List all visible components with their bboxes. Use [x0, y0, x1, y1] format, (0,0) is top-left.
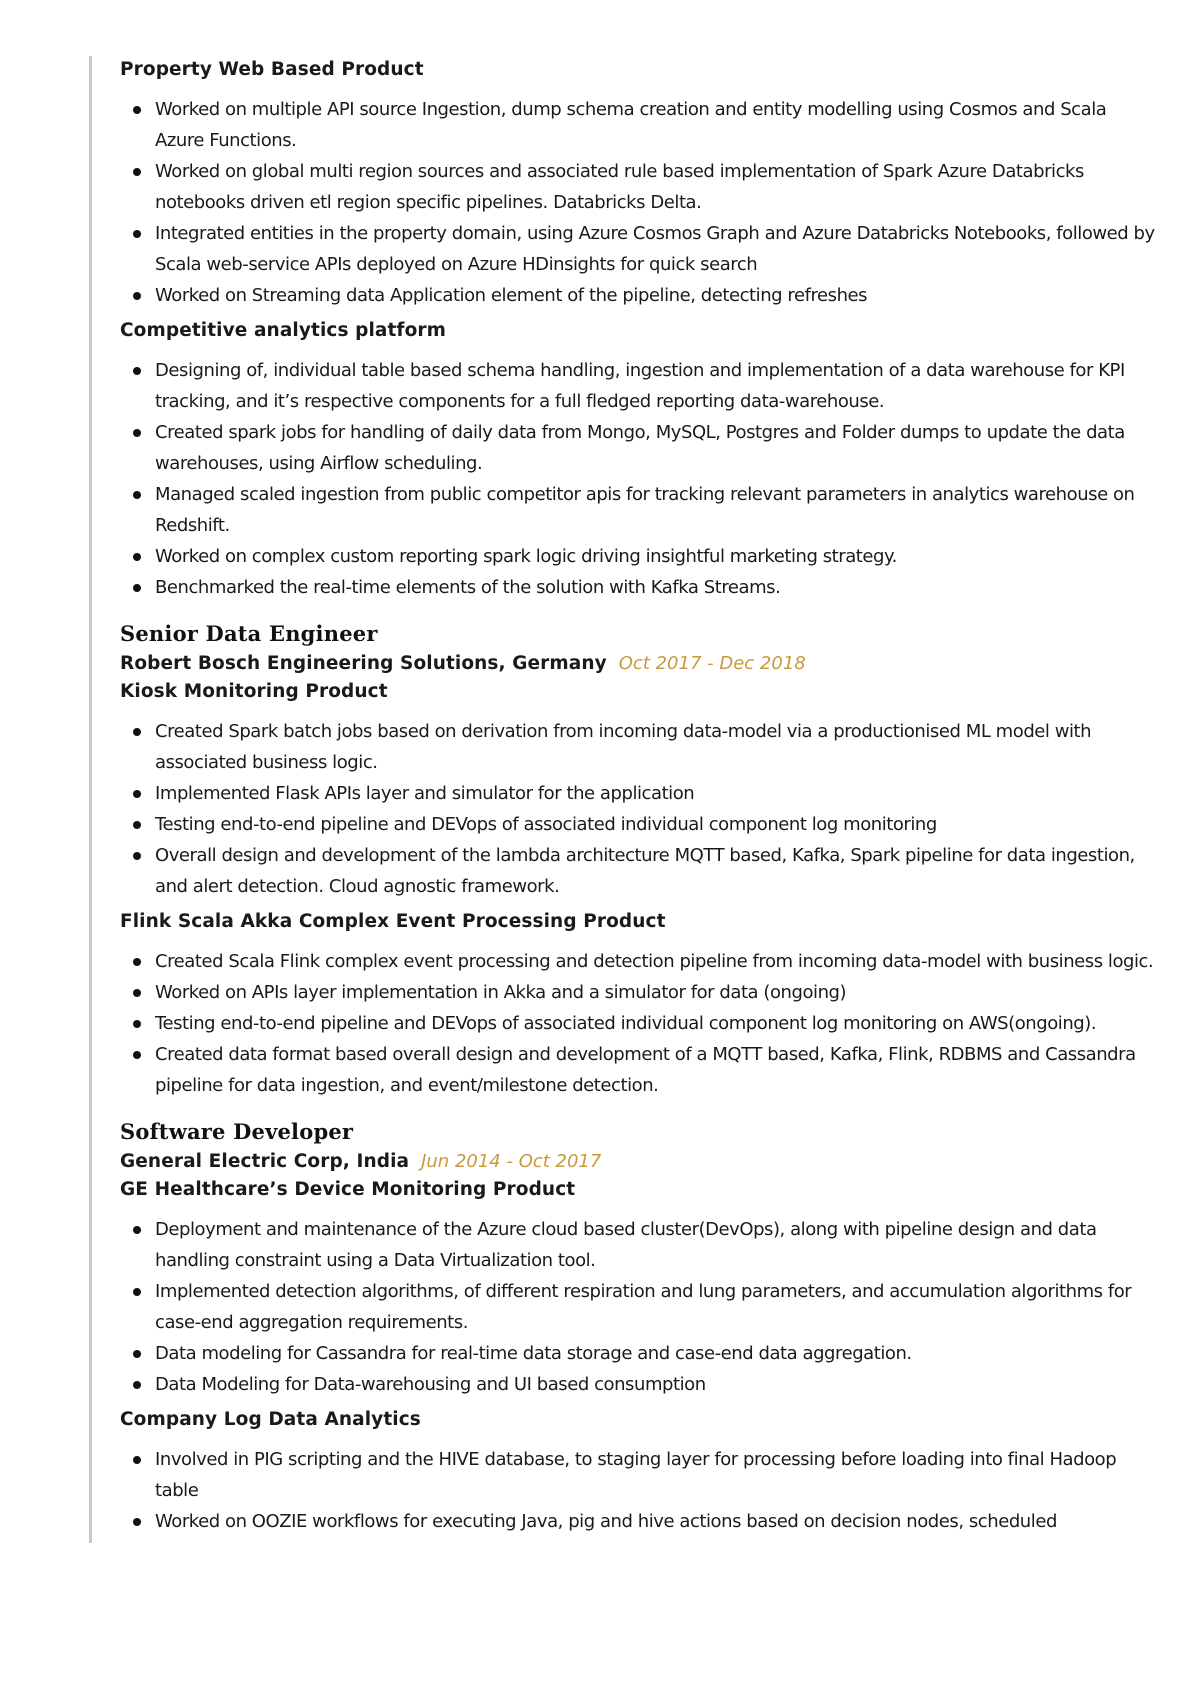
list-item: Created Spark batch jobs based on derivation from incoming data-model via a productionised ML model with associated business logic. — [120, 716, 1160, 778]
company-name: General Electric Corp, India — [120, 1151, 410, 1172]
project-title: Kiosk Monitoring Product — [120, 681, 388, 702]
bullet-icon — [133, 168, 141, 176]
list-item: Created data format based overall design and development of a MQTT based, Kafka, Flink, RDBMS and Cassandra pipeline for data ingestion, and event/milestone detection. — [120, 1039, 1160, 1101]
list-item: Testing end-to-end pipeline and DEVops of associated individual component log monitoring — [120, 809, 1160, 840]
bullet-icon — [133, 584, 141, 592]
bullet-icon — [133, 491, 141, 499]
bullet-icon — [133, 106, 141, 114]
list-item: Designing of, individual table based schema handling, ingestion and implementation of a data warehouse for KPI tracking, and it’s respective components for a full fledged reporting data-warehouse. — [120, 355, 1160, 417]
employment-dates: Jun 2014 - Oct 2017 — [421, 1151, 602, 1172]
bullet-icon — [133, 1350, 141, 1358]
bullet-icon — [133, 728, 141, 736]
bullet-icon — [133, 1518, 141, 1526]
job-title: Software Developer — [120, 1119, 354, 1144]
bullet-icon — [133, 790, 141, 798]
list-item: Created spark jobs for handling of daily data from Mongo, MySQL, Postgres and Folder dumps to update the data warehouses, using Airflow scheduling. — [120, 417, 1160, 479]
experience-section — [89, 56, 1160, 1543]
list-item: Worked on OOZIE workflows for executing Java, pig and hive actions based on decision nodes, scheduled — [120, 1506, 1160, 1537]
project-title: Flink Scala Akka Complex Event Processing Product — [120, 911, 666, 932]
company-line — [120, 649, 1160, 678]
bullet-icon — [133, 1020, 141, 1028]
bullet-icon — [133, 1226, 141, 1234]
list-item: Integrated entities in the property domain, using Azure Cosmos Graph and Azure Databricks Notebooks, followed by Scala web-service APIs deployed on Azure HDinsights for quick search — [120, 218, 1160, 280]
list-item: Worked on APIs layer implementation in Akka and a simulator for data (ongoing) — [120, 977, 1160, 1008]
bullet-icon — [133, 1288, 141, 1296]
bullet-list — [120, 94, 1160, 311]
list-item: Implemented detection algorithms, of different respiration and lung parameters, and accumulation algorithms for case-end aggregation requirements. — [120, 1276, 1160, 1338]
list-item: Involved in PIG scripting and the HIVE database, to staging layer for processing before loading into final Hadoop table — [120, 1444, 1160, 1506]
list-item: Worked on global multi region sources and associated rule based implementation of Spark Azure Databricks notebooks driven etl region specific pipelines. Databricks Delta. — [120, 156, 1160, 218]
company-line — [120, 1147, 1160, 1176]
bullet-list — [120, 716, 1160, 902]
list-item: Data Modeling for Data-warehousing and UI based consumption — [120, 1369, 1160, 1400]
bullet-icon — [133, 852, 141, 860]
bullet-icon — [133, 553, 141, 561]
list-item: Managed scaled ingestion from public competitor apis for tracking relevant parameters in analytics warehouse on Redshift. — [120, 479, 1160, 541]
list-item: Implemented Flask APIs layer and simulator for the application — [120, 778, 1160, 809]
company-name: Robert Bosch Engineering Solutions, Germany — [120, 653, 607, 674]
project-title: Competitive analytics platform — [120, 320, 446, 341]
bullet-list — [120, 1214, 1160, 1400]
list-item: Deployment and maintenance of the Azure cloud based cluster(DevOps), along with pipeline design and data handling constraint using a Data Virtualization tool. — [120, 1214, 1160, 1276]
list-item: Testing end-to-end pipeline and DEVops of associated individual component log monitoring on AWS(ongoing). — [120, 1008, 1160, 1039]
list-item: Benchmarked the real-time elements of the solution with Kafka Streams. — [120, 572, 1160, 603]
bullet-list — [120, 355, 1160, 603]
bullet-icon — [133, 292, 141, 300]
project-title: Company Log Data Analytics — [120, 1409, 421, 1430]
list-item: Worked on multiple API source Ingestion, dump schema creation and entity modelling using Cosmos and Scala Azure Functions. — [120, 94, 1160, 156]
list-item: Worked on complex custom reporting spark logic driving insightful marketing strategy. — [120, 541, 1160, 572]
bullet-icon — [133, 958, 141, 966]
project-title: GE Healthcare’s Device Monitoring Product — [120, 1179, 576, 1200]
bullet-icon — [133, 367, 141, 375]
list-item: Data modeling for Cassandra for real-time data storage and case-end data aggregation. — [120, 1338, 1160, 1369]
list-item: Overall design and development of the lambda architecture MQTT based, Kafka, Spark pipeline for data ingestion, and alert detection. Cloud agnostic framework. — [120, 840, 1160, 902]
bullet-icon — [133, 230, 141, 238]
bullet-list — [120, 1444, 1160, 1537]
list-item: Created Scala Flink complex event processing and detection pipeline from incoming data-model with business logic. — [120, 946, 1160, 977]
bullet-icon — [133, 429, 141, 437]
bullet-icon — [133, 1051, 141, 1059]
job-title: Senior Data Engineer — [120, 621, 378, 646]
bullet-list — [120, 946, 1160, 1101]
project-title: Property Web Based Product — [120, 59, 424, 80]
bullet-icon — [133, 821, 141, 829]
list-item: Worked on Streaming data Application element of the pipeline, detecting refreshes — [120, 280, 1160, 311]
bullet-icon — [133, 1381, 141, 1389]
employment-dates: Oct 2017 - Dec 2018 — [618, 653, 806, 674]
bullet-icon — [133, 989, 141, 997]
bullet-icon — [133, 1456, 141, 1464]
